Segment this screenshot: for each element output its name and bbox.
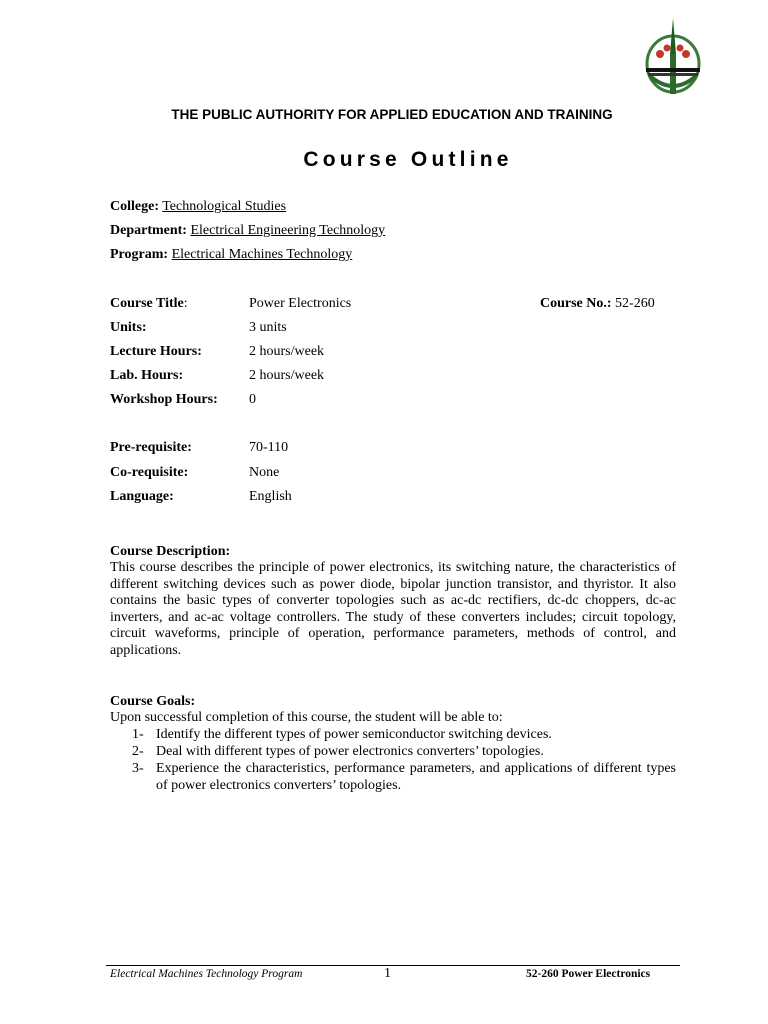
goal-number: 3- (132, 761, 144, 776)
corequisite-value: None (249, 465, 280, 480)
page-title: Course Outline (303, 148, 513, 171)
course-title-value: Power Electronics (249, 296, 352, 311)
program-value: Electrical Machines Technology (171, 247, 353, 262)
corequisite-label: Co-requisite: (110, 465, 189, 480)
description-text: This course describes the principle of power electronics, its switching nature, the characteristics of different switching devices such as power diode, bipolar junction transistor, and thyristor. It also contains the basic types of converter topologies such as ac-dc rectifiers, dc-dc choppers, dc-ac inverters, and ac-ac voltage controllers. The study of these converters includes; circuit topology, circuit waveforms, principle of operation, performance parameters, methods of control, and applications. (110, 560, 676, 658)
course-title-colon: : (183, 296, 188, 311)
course-no-label: Course No.: (540, 296, 612, 311)
goal-number: 1- (132, 727, 144, 742)
college-row (110, 198, 286, 215)
goal-item: Deal with different types of power electronics converters’ topologies. (156, 744, 544, 759)
units-value: 3 units (249, 320, 287, 335)
course-title-label: Course Title (110, 296, 184, 311)
college-value: Technological Studies (162, 199, 287, 214)
institution-logo (640, 14, 706, 100)
goal-item: Identify the different types of power semiconductor switching devices. (156, 727, 552, 742)
goal-item: Experience the characteristics, performance parameters, and applications of different types of power electronics converters’ topologies. (156, 761, 676, 793)
lecture-hours-value: 2 hours/week (249, 344, 325, 359)
program-label: Program: (110, 247, 169, 262)
lecture-hours-label: Lecture Hours: (110, 344, 202, 359)
footer-program: Electrical Machines Technology Program (110, 968, 303, 980)
language-label: Language: (110, 489, 174, 504)
footer-course: 52-260 Power Electronics (526, 968, 651, 980)
goal-number: 2- (132, 744, 144, 759)
program-row (110, 246, 352, 263)
workshop-hours-label: Workshop Hours: (110, 392, 218, 407)
goals-intro: Upon successful completion of this course, the student will be able to: (110, 710, 503, 725)
language-value: English (249, 489, 292, 504)
page-number: 1 (384, 966, 391, 981)
footer-divider (106, 965, 680, 966)
lab-hours-label: Lab. Hours: (110, 368, 184, 383)
prerequisite-value: 70-110 (249, 440, 289, 455)
college-label: College: (110, 199, 159, 214)
department-label: Department: (110, 223, 187, 238)
course-no-value: 52-260 (615, 296, 655, 311)
prerequisite-label: Pre-requisite: (110, 440, 192, 455)
department-value: Electrical Engineering Technology (190, 223, 386, 238)
authority-name: THE PUBLIC AUTHORITY FOR APPLIED EDUCATION AND TRAINING (171, 107, 613, 122)
goals-heading: Course Goals: (110, 694, 196, 709)
description-heading: Course Description: (110, 544, 231, 559)
workshop-hours-value: 0 (249, 392, 256, 407)
course-title-label-row (110, 295, 188, 312)
units-label: Units: (110, 320, 147, 335)
course-no-row (540, 295, 655, 312)
lab-hours-value: 2 hours/week (249, 368, 325, 383)
department-row (110, 222, 385, 239)
